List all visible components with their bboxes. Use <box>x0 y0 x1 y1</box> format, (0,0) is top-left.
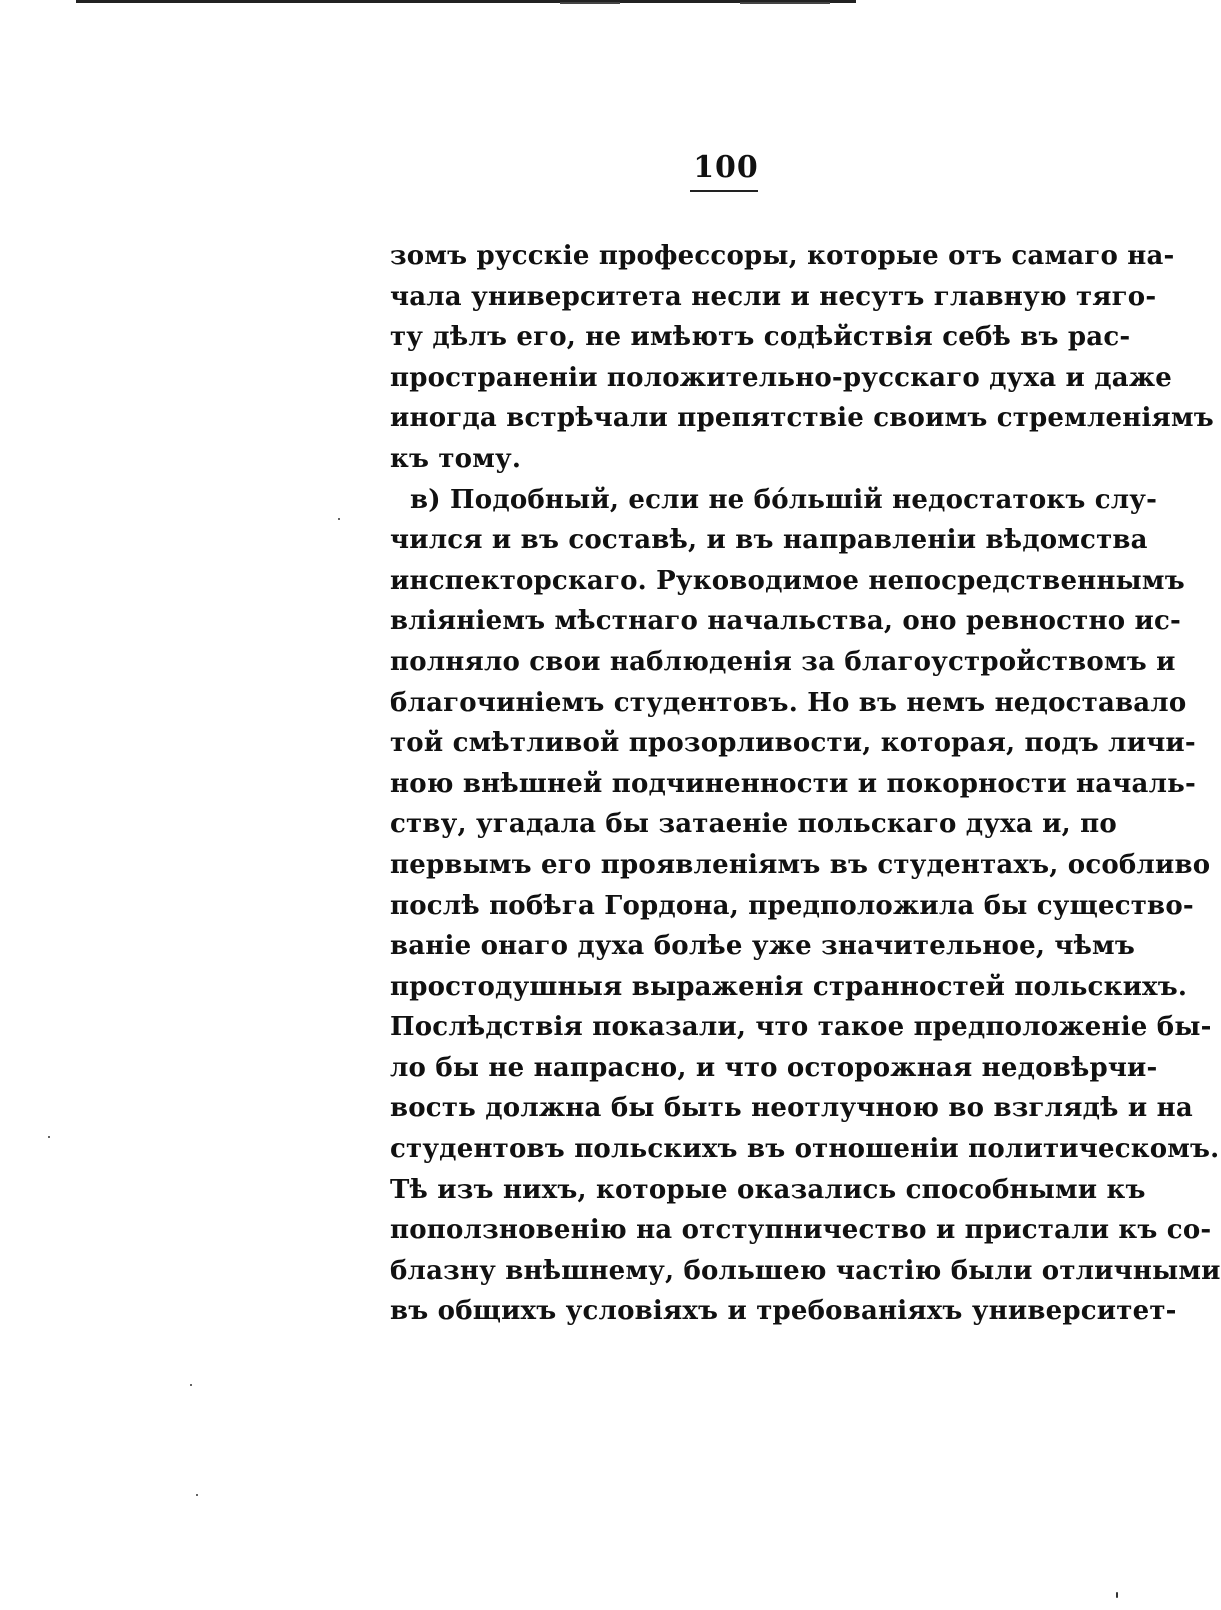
text-line: ству, угадала бы затаеніе польскаго духа и, по <box>390 809 1117 840</box>
scan-speck <box>48 1136 50 1138</box>
text-line: первымъ его проявленіямъ въ студентахъ, особливо <box>390 849 1211 880</box>
body-text <box>390 236 1221 1332</box>
text-line: къ тому. <box>390 443 522 474</box>
text-line: вость должна бы быть неотлучною во взглядѣ и на <box>390 1093 1193 1124</box>
scan-speck <box>196 1494 198 1496</box>
page-number-underline <box>690 190 758 192</box>
text-line: въ общихъ условіяхъ и требованіяхъ университет- <box>390 1296 1177 1327</box>
text-line: иногда встрѣчали препятствіе своимъ стремленіямъ <box>390 403 1214 434</box>
text-line: простодушныя выраженія странностей польскихъ. <box>390 971 1188 1002</box>
text-line: Послѣдствія показали, что такое предположеніе бы- <box>390 1012 1212 1043</box>
text-line: в) Подобный, если не бóльшій недостатокъ слу- <box>410 484 1158 515</box>
text-line: зомъ русскіе профессоры, которые отъ самаго на- <box>390 241 1175 271</box>
text-line: блазну внѣшнему, большею частію были отличными <box>390 1255 1221 1286</box>
scan-speck <box>1116 1592 1118 1598</box>
text-line: ло бы не напрасно, и что осторожная недовѣрчи- <box>390 1052 1158 1083</box>
scan-speck <box>338 518 340 520</box>
text-line: чала университета несли и несутъ главную тяго- <box>390 281 1157 312</box>
text-line: той смѣтливой прозорливости, которая, подъ личи- <box>390 728 1196 759</box>
top-edge-fragment <box>740 2 830 4</box>
scan-speck <box>190 1384 192 1386</box>
text-line: чился и въ составѣ, и въ направленіи вѣдомства <box>390 525 1148 556</box>
text-line: поползновенію на отступничество и пристали къ со- <box>390 1215 1212 1246</box>
text-line: ваніе онаго духа болѣе уже значительное, чѣмъ <box>390 931 1135 962</box>
top-edge-rule <box>76 0 856 3</box>
text-line: благочиніемъ студентовъ. Но въ немъ недоставало <box>390 687 1187 718</box>
text-line: ною внѣшней подчиненности и покорности началь- <box>390 768 1196 799</box>
text-line: пространеніи положительно-русскаго духа и даже <box>390 362 1173 393</box>
text-line: студентовъ польскихъ въ отношеніи политическомъ. <box>390 1134 1220 1165</box>
top-edge-fragment <box>560 2 620 4</box>
text-line: ту дѣлъ его, не имѣютъ содѣйствія себѣ въ рас- <box>390 322 1131 353</box>
text-line: Тѣ изъ нихъ, которые оказались способными къ <box>390 1174 1146 1205</box>
page-number: 100 <box>693 150 759 185</box>
text-line: полняло свои наблюденія за благоустройствомъ и <box>390 646 1176 677</box>
text-line: инспекторскаго. Руководимое непосредственнымъ <box>390 565 1185 596</box>
text-line: послѣ побѣга Гордона, предположила бы существо- <box>390 890 1194 921</box>
text-line: вліяніемъ мѣстнаго начальства, оно ревностно ис- <box>390 606 1182 637</box>
